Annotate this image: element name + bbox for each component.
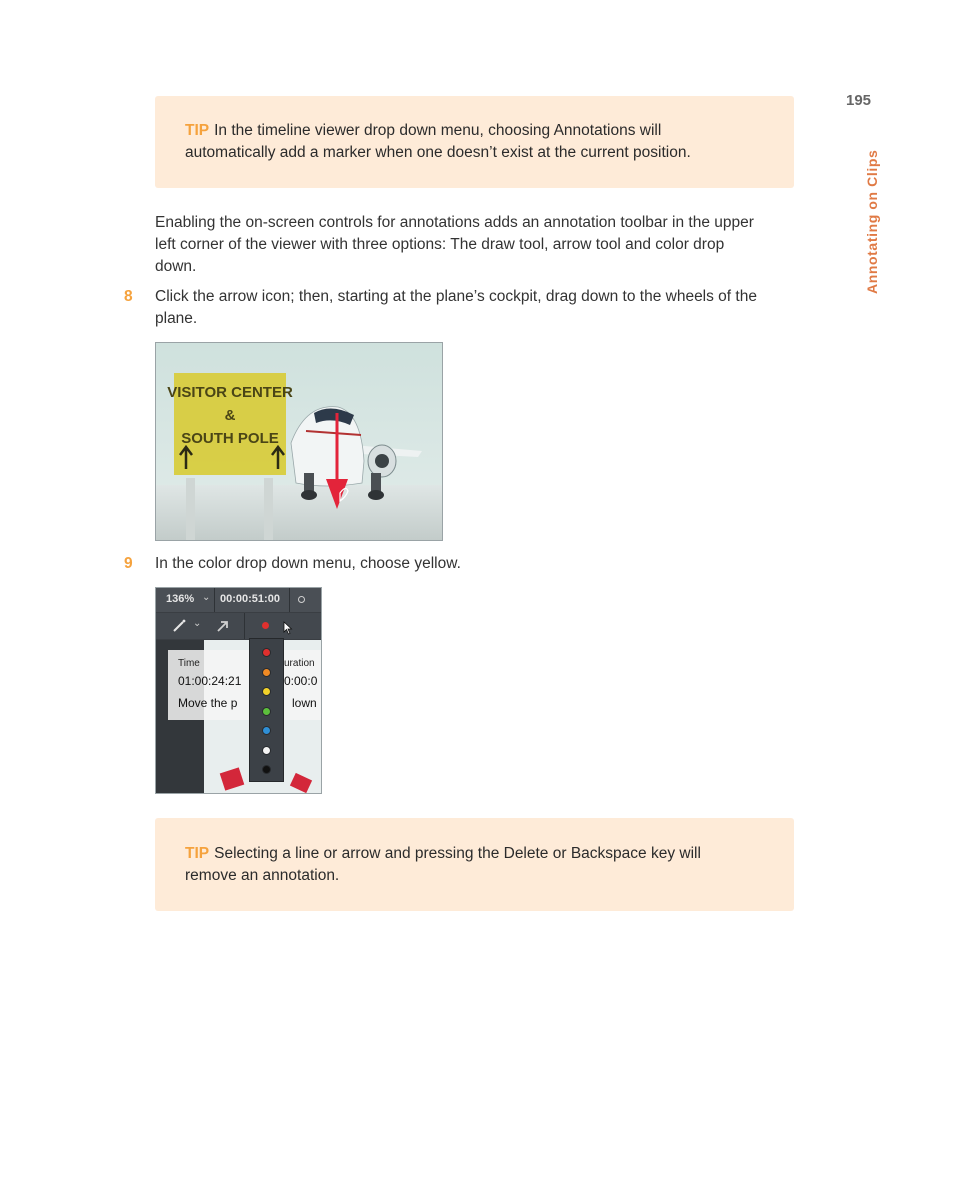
color-swatch[interactable]: [263, 688, 270, 695]
overlay-col-label: uration: [284, 658, 315, 669]
color-swatch[interactable]: [263, 727, 270, 734]
tip-label: TIP: [185, 845, 210, 862]
tip-body: In the timeline viewer drop down menu, choosing Annotations will automatically add a marker when one doesn’t exist at the current position.: [185, 122, 691, 161]
options-icon[interactable]: [298, 596, 305, 603]
cursor-icon: [283, 621, 293, 635]
annotation-toolbar: [156, 613, 321, 639]
overlay-note: Move the p: [178, 696, 238, 710]
color-swatch[interactable]: [263, 766, 270, 773]
tip-label: TIP: [185, 122, 210, 139]
draw-tool-icon[interactable]: [172, 619, 186, 633]
intro-paragraph: Enabling the on-screen controls for annotations adds an annotation toolbar in the upper left corner of the viewer with three options: The draw tool, arrow tool and color drop down.: [155, 214, 754, 275]
color-swatch[interactable]: [263, 669, 270, 676]
viewer-header: [156, 588, 321, 612]
chevron-down-icon[interactable]: ⌄: [202, 592, 211, 603]
color-swatch[interactable]: [263, 649, 270, 656]
color-swatch[interactable]: [263, 708, 270, 715]
selected-color-swatch[interactable]: [262, 622, 269, 629]
step-text: Click the arrow icon; then, starting at the plane’s cockpit, drag down to the wheels of the plane.: [155, 288, 757, 327]
tip-body: Selecting a line or arrow and pressing the Delete or Backspace key will remove an annotation.: [185, 845, 701, 884]
tip-box: [155, 96, 794, 188]
sign-line: SOUTH POLE: [181, 430, 279, 447]
plane-scene: [156, 343, 442, 540]
page-number: 195: [846, 92, 872, 109]
overlay-duration-value: 0:00:0: [284, 674, 318, 688]
sign-line: VISITOR CENTER: [167, 384, 293, 401]
chevron-down-icon[interactable]: ⌄: [193, 618, 202, 629]
step-number: 9: [124, 555, 133, 572]
overlay-time-value: 01:00:24:21: [178, 674, 242, 688]
section-title: Annotating on Clips: [864, 149, 880, 294]
step-text: In the color drop down menu, choose yellow.: [155, 555, 461, 572]
sign-line: &: [224, 407, 236, 424]
tip-text: [185, 843, 754, 887]
plane-annotation-screenshot: [155, 342, 443, 541]
color-dropdown-list: [249, 638, 284, 782]
overlay-note: lown: [292, 696, 317, 710]
marker-overlay: [168, 650, 321, 720]
color-dropdown-screenshot: [155, 587, 322, 794]
tip-text: [185, 120, 754, 164]
arrow-tool-icon[interactable]: [216, 619, 230, 633]
timecode: 00:00:51:00: [220, 593, 280, 605]
color-swatch[interactable]: [263, 747, 270, 754]
step-number: 8: [124, 288, 133, 305]
zoom-level[interactable]: 136%: [166, 593, 195, 605]
overlay-col-label: Time: [178, 658, 200, 669]
tip-box: [155, 818, 794, 911]
